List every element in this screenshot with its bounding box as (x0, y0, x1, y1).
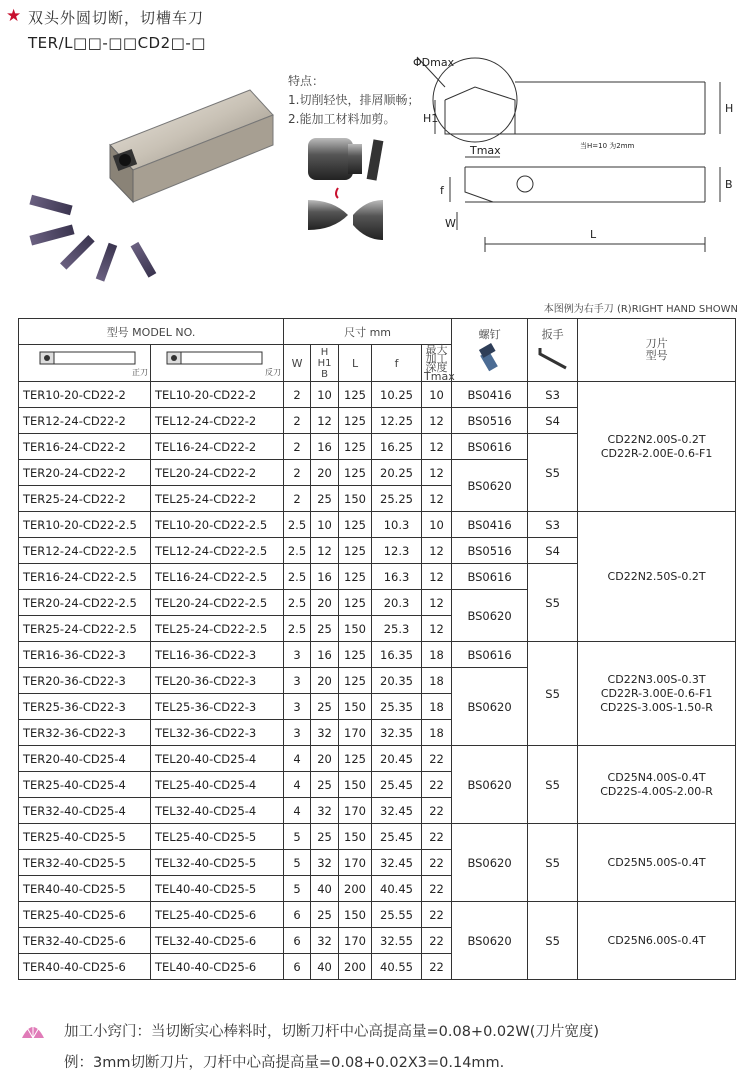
w-cell: 2.5 (284, 616, 311, 642)
l-cell: 125 (339, 434, 372, 460)
header-right-tool (19, 345, 151, 382)
f-label: f (440, 184, 444, 197)
l-cell: 170 (339, 720, 372, 746)
insert-cell: CD25N5.00S-0.4T (578, 824, 736, 902)
model-right: TER32-40-CD25-5 (19, 850, 151, 876)
l-cell: 170 (339, 798, 372, 824)
table-row (19, 512, 736, 538)
f-cell: 25.3 (372, 616, 422, 642)
tmax-cell: 18 (422, 642, 452, 668)
technical-drawing (405, 52, 740, 267)
right-hand-note: 本图例为右手刀 (R)RIGHT HAND SHOWN (543, 304, 738, 315)
tmax-cell: 12 (422, 616, 452, 642)
f-cell: 32.45 (372, 850, 422, 876)
model-right: TER12-24-CD22-2 (19, 408, 151, 434)
w-cell: 2 (284, 434, 311, 460)
side-note: 当H=10 为2mm (580, 142, 635, 150)
l-cell: 150 (339, 486, 372, 512)
tip-line-2: 例：3mm切断刀片，刀杆中心高提高量=0.08+0.02X3=0.14mm. (64, 1055, 505, 1071)
f-cell: 10.3 (372, 512, 422, 538)
model-left: TEL32-36-CD22-3 (151, 720, 284, 746)
f-cell: 25.55 (372, 902, 422, 928)
f-cell: 20.45 (372, 746, 422, 772)
model-left: TEL25-36-CD22-3 (151, 694, 284, 720)
tmax-cell: 12 (422, 538, 452, 564)
model-left: TEL20-24-CD22-2 (151, 460, 284, 486)
model-left: TEL20-24-CD22-2.5 (151, 590, 284, 616)
w-cell: 3 (284, 642, 311, 668)
wrench-cell: S3 (528, 512, 578, 538)
w-cell: 2 (284, 486, 311, 512)
table-row (19, 746, 736, 772)
h-cell: 20 (311, 460, 339, 486)
w-label: W (445, 217, 456, 230)
tmax-label: Tmax (470, 144, 501, 157)
screw-cell: BS0620 (452, 824, 528, 902)
model-right: TER32-36-CD22-3 (19, 720, 151, 746)
h-cell: 16 (311, 564, 339, 590)
model-left: TEL40-40-CD25-6 (151, 954, 284, 980)
l-cell: 125 (339, 382, 372, 408)
w-cell: 6 (284, 928, 311, 954)
f-cell: 40.55 (372, 954, 422, 980)
header-dims: 尺寸 mm (284, 319, 452, 345)
w-cell: 2 (284, 382, 311, 408)
model-right: TER32-40-CD25-4 (19, 798, 151, 824)
w-cell: 2 (284, 408, 311, 434)
f-cell: 25.45 (372, 772, 422, 798)
feature-item-1: 1.切削轻快，排屑顺畅； (288, 93, 420, 107)
l-cell: 125 (339, 642, 372, 668)
l-cell: 170 (339, 850, 372, 876)
tmax-cell: 22 (422, 824, 452, 850)
wrench-cell: S4 (528, 538, 578, 564)
tmax-cell: 22 (422, 798, 452, 824)
f-cell: 32.45 (372, 798, 422, 824)
left-label: 反刀 (265, 367, 282, 377)
header-f: f (372, 345, 422, 382)
features-list (288, 72, 419, 129)
model-right: TER25-40-CD25-6 (19, 902, 151, 928)
l-cell: 200 (339, 876, 372, 902)
w-cell: 2.5 (284, 512, 311, 538)
w-cell: 3 (284, 720, 311, 746)
model-right: TER12-24-CD22-2.5 (19, 538, 151, 564)
f-cell: 32.35 (372, 720, 422, 746)
screw-cell: BS0416 (452, 382, 528, 408)
f-cell: 16.25 (372, 434, 422, 460)
screw-cell: BS0616 (452, 564, 528, 590)
wrench-cell: S5 (528, 746, 578, 824)
model-left: TEL32-40-CD25-4 (151, 798, 284, 824)
model-left: TEL25-40-CD25-4 (151, 772, 284, 798)
model-pattern: TER/L□□-□□CD2□-□ (28, 34, 206, 52)
w-cell: 3 (284, 668, 311, 694)
tmax-cell: 22 (422, 772, 452, 798)
dmax-label: ΦDmax (413, 56, 455, 69)
screw-cell: BS0616 (452, 642, 528, 668)
w-cell: 3 (284, 694, 311, 720)
f-cell: 25.25 (372, 486, 422, 512)
h-cell: 10 (311, 382, 339, 408)
tmax-cell: 12 (422, 460, 452, 486)
model-right: TER16-24-CD22-2.5 (19, 564, 151, 590)
model-left: TEL25-24-CD22-2.5 (151, 616, 284, 642)
tmax-cell: 22 (422, 902, 452, 928)
model-right: TER20-36-CD22-3 (19, 668, 151, 694)
h-cell: 25 (311, 824, 339, 850)
l-cell: 150 (339, 616, 372, 642)
workpiece-illustration (288, 130, 393, 255)
tmax-cell: 18 (422, 694, 452, 720)
b-label: B (725, 178, 733, 191)
screw-cell: BS0620 (452, 460, 528, 512)
l-cell: 150 (339, 772, 372, 798)
h-cell: 16 (311, 434, 339, 460)
tmax-cell: 22 (422, 928, 452, 954)
model-right: TER25-24-CD22-2 (19, 486, 151, 512)
h-cell: 20 (311, 590, 339, 616)
tmax-cell: 22 (422, 850, 452, 876)
w-cell: 2 (284, 460, 311, 486)
right-label: 正刀 (132, 367, 148, 377)
l-cell: 150 (339, 824, 372, 850)
model-left: TEL20-40-CD25-4 (151, 746, 284, 772)
l-cell: 125 (339, 512, 372, 538)
f-cell: 25.35 (372, 694, 422, 720)
screw-cell: BS0516 (452, 538, 528, 564)
wrench-cell: S5 (528, 824, 578, 902)
shell-icon (20, 1020, 46, 1042)
right-tool-icon (30, 349, 140, 367)
f-cell: 10.25 (372, 382, 422, 408)
screw-cell: BS0620 (452, 902, 528, 980)
tmax-cell: 12 (422, 486, 452, 512)
h-cell: 25 (311, 616, 339, 642)
h-cell: 40 (311, 876, 339, 902)
h1-label: H1 (423, 112, 439, 125)
wrench-cell: S3 (528, 382, 578, 408)
w-cell: 6 (284, 902, 311, 928)
header-model: 型号 MODEL NO. (19, 319, 284, 345)
model-right: TER32-40-CD25-6 (19, 928, 151, 954)
screw-cell: BS0620 (452, 746, 528, 824)
model-left: TEL12-24-CD22-2.5 (151, 538, 284, 564)
model-right: TER25-40-CD25-4 (19, 772, 151, 798)
h-cell: 25 (311, 902, 339, 928)
model-right: TER20-24-CD22-2.5 (19, 590, 151, 616)
tmax-cell: 10 (422, 512, 452, 538)
l-cell: 150 (339, 902, 372, 928)
model-left: TEL25-40-CD25-5 (151, 824, 284, 850)
w-cell: 4 (284, 746, 311, 772)
h-cell: 32 (311, 798, 339, 824)
l-cell: 200 (339, 954, 372, 980)
star-icon: ★ (6, 6, 22, 26)
tmax-cell: 18 (422, 720, 452, 746)
h-cell: 12 (311, 538, 339, 564)
l-cell: 125 (339, 746, 372, 772)
h-cell: 20 (311, 668, 339, 694)
insert-cell: CD25N6.00S-0.4T (578, 902, 736, 980)
l-cell: 125 (339, 590, 372, 616)
h-cell: 25 (311, 772, 339, 798)
l-cell: 125 (339, 668, 372, 694)
model-left: TEL32-40-CD25-5 (151, 850, 284, 876)
spec-table (18, 318, 736, 980)
header-w: W (284, 345, 311, 382)
model-left: TEL25-24-CD22-2 (151, 486, 284, 512)
table-row (19, 382, 736, 408)
table-row (19, 824, 736, 850)
w-cell: 4 (284, 772, 311, 798)
model-left: TEL25-40-CD25-6 (151, 902, 284, 928)
wrench-cell: S5 (528, 642, 578, 746)
insert-cell: CD25N4.00S-0.4T CD22S-4.00S-2.00-R (578, 746, 736, 824)
l-cell: 125 (339, 460, 372, 486)
header-screw: 螺钉 (452, 319, 528, 382)
header-l: L (339, 345, 372, 382)
tmax-cell: 10 (422, 382, 452, 408)
page-title: 双头外圆切断，切槽车刀 (28, 9, 205, 27)
f-cell: 40.45 (372, 876, 422, 902)
screw-cell: BS0516 (452, 408, 528, 434)
h-cell: 10 (311, 512, 339, 538)
tmax-cell: 22 (422, 746, 452, 772)
w-cell: 5 (284, 850, 311, 876)
model-right: TER25-24-CD22-2.5 (19, 616, 151, 642)
l-label: L (590, 228, 597, 241)
w-cell: 2.5 (284, 590, 311, 616)
features-heading: 特点： (288, 74, 325, 88)
screw-cell: BS0620 (452, 668, 528, 746)
w-cell: 5 (284, 876, 311, 902)
h-cell: 40 (311, 954, 339, 980)
screw-cell: BS0616 (452, 434, 528, 460)
w-cell: 5 (284, 824, 311, 850)
tmax-cell: 22 (422, 954, 452, 980)
f-cell: 20.25 (372, 460, 422, 486)
f-cell: 20.35 (372, 668, 422, 694)
left-tool-icon (162, 349, 272, 367)
model-right: TER40-40-CD25-6 (19, 954, 151, 980)
model-right: TER25-36-CD22-3 (19, 694, 151, 720)
model-right: TER20-40-CD25-4 (19, 746, 151, 772)
wrench-cell: S4 (528, 408, 578, 434)
f-cell: 16.3 (372, 564, 422, 590)
header-left-tool (151, 345, 284, 382)
tmax-cell: 22 (422, 876, 452, 902)
w-cell: 2.5 (284, 538, 311, 564)
f-cell: 20.3 (372, 590, 422, 616)
model-left: TEL16-36-CD22-3 (151, 642, 284, 668)
model-right: TER16-24-CD22-2 (19, 434, 151, 460)
model-right: TER16-36-CD22-3 (19, 642, 151, 668)
wrench-cell: S5 (528, 564, 578, 642)
model-right: TER25-40-CD25-5 (19, 824, 151, 850)
feature-item-2: 2.能加工材料加剪。 (288, 112, 396, 126)
model-left: TEL12-24-CD22-2 (151, 408, 284, 434)
model-left: TEL20-36-CD22-3 (151, 668, 284, 694)
f-cell: 12.3 (372, 538, 422, 564)
tmax-cell: 12 (422, 590, 452, 616)
insert-cell: CD22N3.00S-0.3T CD22R-3.00E-0.6-F1 CD22S-3.00S-1.50-R (578, 642, 736, 746)
wrench-cell: S5 (528, 434, 578, 512)
wrench-cell: S5 (528, 902, 578, 980)
screw-cell: BS0620 (452, 590, 528, 642)
tool-photo (15, 70, 275, 300)
tip-line-1: 加工小窍门：当切断实心棒料时，切断刀杆中心高提高量=0.08+0.02W(刀片宽度) (64, 1024, 600, 1040)
tmax-cell: 18 (422, 668, 452, 694)
tmax-cell: 12 (422, 434, 452, 460)
header-h: H H1 B (311, 345, 339, 382)
l-cell: 125 (339, 564, 372, 590)
model-right: TER20-24-CD22-2 (19, 460, 151, 486)
w-cell: 4 (284, 798, 311, 824)
model-right: TER10-20-CD22-2.5 (19, 512, 151, 538)
f-cell: 16.35 (372, 642, 422, 668)
screw-cell: BS0416 (452, 512, 528, 538)
h-cell: 16 (311, 642, 339, 668)
table-row (19, 902, 736, 928)
h-cell: 12 (311, 408, 339, 434)
tmax-cell: 12 (422, 564, 452, 590)
h-cell: 25 (311, 486, 339, 512)
header-insert: 刀片 型号 (578, 319, 736, 382)
table-row (19, 642, 736, 668)
h-cell: 32 (311, 850, 339, 876)
f-cell: 12.25 (372, 408, 422, 434)
f-cell: 32.55 (372, 928, 422, 954)
insert-cell: CD22N2.00S-0.2T CD22R-2.00E-0.6-F1 (578, 382, 736, 512)
h-cell: 20 (311, 746, 339, 772)
f-cell: 25.45 (372, 824, 422, 850)
model-left: TEL10-20-CD22-2.5 (151, 512, 284, 538)
h-cell: 25 (311, 694, 339, 720)
model-left: TEL10-20-CD22-2 (151, 382, 284, 408)
model-left: TEL16-24-CD22-2 (151, 434, 284, 460)
h-cell: 32 (311, 928, 339, 954)
model-left: TEL40-40-CD25-5 (151, 876, 284, 902)
l-cell: 125 (339, 408, 372, 434)
model-left: TEL16-24-CD22-2.5 (151, 564, 284, 590)
wrench-icon (536, 342, 570, 372)
l-cell: 170 (339, 928, 372, 954)
tmax-cell: 12 (422, 408, 452, 434)
model-left: TEL32-40-CD25-6 (151, 928, 284, 954)
h-label: H (725, 102, 734, 115)
w-cell: 2.5 (284, 564, 311, 590)
w-cell: 6 (284, 954, 311, 980)
h-cell: 32 (311, 720, 339, 746)
insert-cell: CD22N2.50S-0.2T (578, 512, 736, 642)
header-tmax: 最大 加工 深度 Tmax (422, 345, 452, 382)
l-cell: 150 (339, 694, 372, 720)
header-wrench: 扳手 (528, 319, 578, 382)
model-right: TER40-40-CD25-5 (19, 876, 151, 902)
model-right: TER10-20-CD22-2 (19, 382, 151, 408)
screw-icon (476, 342, 504, 372)
l-cell: 125 (339, 538, 372, 564)
